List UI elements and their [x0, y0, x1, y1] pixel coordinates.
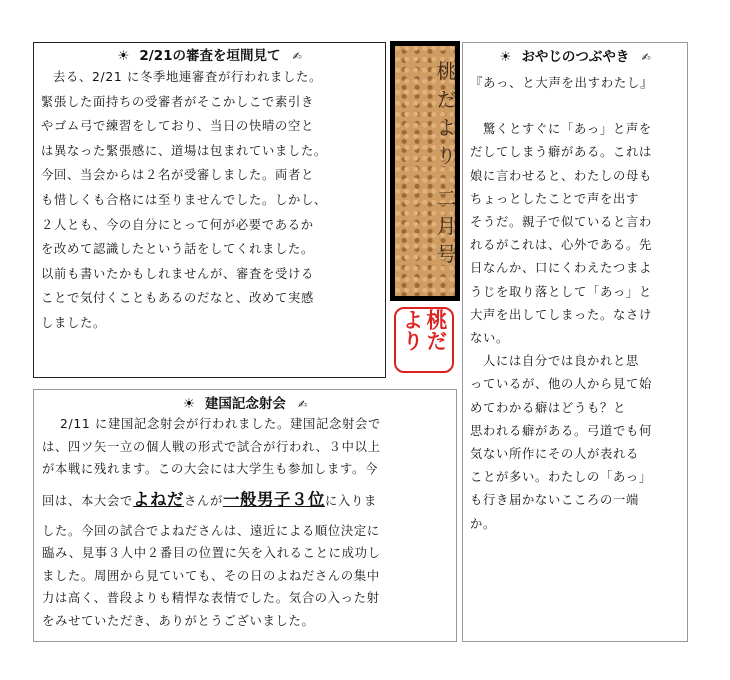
article-kenkoku-header	[34, 396, 456, 413]
article-oyaji-line: 大声を出してしまった。なさけ	[470, 307, 652, 322]
article-kenkoku-line: 2/11 に建国記念射会が行われました。建国記念射会で	[60, 417, 381, 431]
article-oyaji-line: だしてしまう癖がある。これは	[470, 145, 652, 160]
sun-icon: ☀	[499, 49, 512, 65]
article-oyaji-line: れるがこれは、心外である。先	[470, 238, 652, 253]
article-oyaji-header	[463, 49, 687, 66]
article-kenkoku-highlight-line	[42, 481, 456, 520]
article-oyaji-line: ない。	[470, 331, 509, 346]
article-oyaji-line: めてわかる癖はどうも？と	[470, 400, 626, 415]
article-oyaji-line: ことが多い。わたしの「あっ」	[470, 470, 652, 485]
article-shinsa-line: しました。	[41, 315, 106, 330]
article-oyaji-line: も行き届かないこころの一端	[470, 493, 639, 508]
article-shinsa	[33, 42, 386, 378]
article-oyaji-line: 思われる癖がある。弓道でも何	[470, 423, 652, 438]
sun-icon: ☀	[117, 48, 130, 64]
article-oyaji-line: ちょっとしたことで声を出す	[470, 191, 639, 206]
article-oyaji-line: 娘に言わせると、わたしの母も	[470, 168, 652, 183]
article-kenkoku-line: 臨み、見事３人中２番目の位置に矢を入れることに成功し	[42, 546, 381, 560]
article-shinsa-header	[34, 48, 385, 65]
article-oyaji-line: 驚くとすぐに「あっ」と声を	[483, 122, 652, 137]
article-oyaji	[462, 42, 688, 642]
article-shinsa-line: やゴム弓で練習をしており、当日の快晴の空と	[41, 119, 314, 134]
pen-icon: ✍	[297, 398, 308, 411]
highlight-mid: さんが	[183, 493, 223, 508]
article-kenkoku-line: をみせていただき、ありがとうございました。	[42, 613, 315, 628]
article-shinsa-line: 以前も書いたかもしれませんが、審査を受ける	[41, 266, 314, 281]
highlight-name: よねだ	[132, 489, 184, 509]
newsletter-title: 桃だより 二月号	[433, 61, 457, 272]
article-oyaji-subtitle: 『あっ、と大声を出すわたし』	[470, 76, 654, 90]
article-oyaji-line: 人には自分では良かれと思	[483, 354, 639, 369]
article-oyaji-line: そうだ。親子で似ていると言わ	[470, 215, 652, 230]
hanko-stamp: 桃だより	[394, 307, 454, 373]
article-oyaji-title: おやじのつぶやき	[521, 49, 630, 65]
article-shinsa-title: 2/21の審査を垣間見て	[139, 48, 281, 64]
highlight-result: 一般男子３位	[222, 489, 325, 509]
article-kenkoku-line: した。今回の試合でよねださんは、遠近による順位決定に	[42, 523, 380, 538]
article-oyaji-line: っているが、他の人から見て始	[470, 377, 652, 392]
pen-icon: ✍	[641, 51, 651, 64]
highlight-prefix: 回は、本大会で	[42, 493, 133, 508]
article-kenkoku-line: が本戦に残れます。この大会には大学生も参加します。今	[42, 462, 378, 476]
article-shinsa-line: を改めて認識したという話をしてくれました。	[41, 242, 314, 257]
article-oyaji-line: うじを取り落として「あっ」と	[470, 284, 652, 299]
sun-icon: ☀	[182, 396, 195, 412]
article-shinsa-line: 今回、当会からは２名が受審しました。両者と	[41, 168, 314, 183]
article-kenkoku-line: 力は高く、普段よりも精悍な表情でした。気合の入った射	[42, 591, 380, 605]
article-shinsa-line: ことで気付くこともあるのだなと、改めて実感	[41, 291, 314, 306]
article-kenkoku-title: 建国記念射会	[204, 396, 286, 412]
newsletter-title-card	[390, 41, 460, 301]
article-kenkoku	[33, 389, 457, 642]
article-oyaji-line: 日なんか、口にくわえたつまよ	[470, 261, 652, 276]
article-shinsa-line: も惜しくも合格には至りませんでした。しかし、	[41, 192, 327, 207]
pen-icon: ✍	[292, 50, 302, 63]
article-shinsa-line: 緊張した面持ちの受審者がそこかしこで素引き	[41, 94, 314, 109]
article-oyaji-line: か。	[470, 516, 496, 531]
article-kenkoku-line: ました。周囲から見ていても、その日のよねださんの集中	[42, 568, 380, 583]
highlight-suffix: に入りま	[324, 493, 377, 508]
article-shinsa-line: 去る、2/21 に冬季地連審査が行われました。	[53, 70, 322, 84]
article-oyaji-line: 気ない所作にその人が表れる	[470, 447, 639, 462]
article-kenkoku-line: は、四ツ矢一立の個人戦の形式で試合が行われ、３中以上	[42, 439, 381, 454]
article-shinsa-line: は異なった緊張感に、道場は包まれていました。	[41, 143, 327, 158]
article-shinsa-line: ２人とも、今の自分にとって何が必要であるか	[41, 217, 314, 232]
